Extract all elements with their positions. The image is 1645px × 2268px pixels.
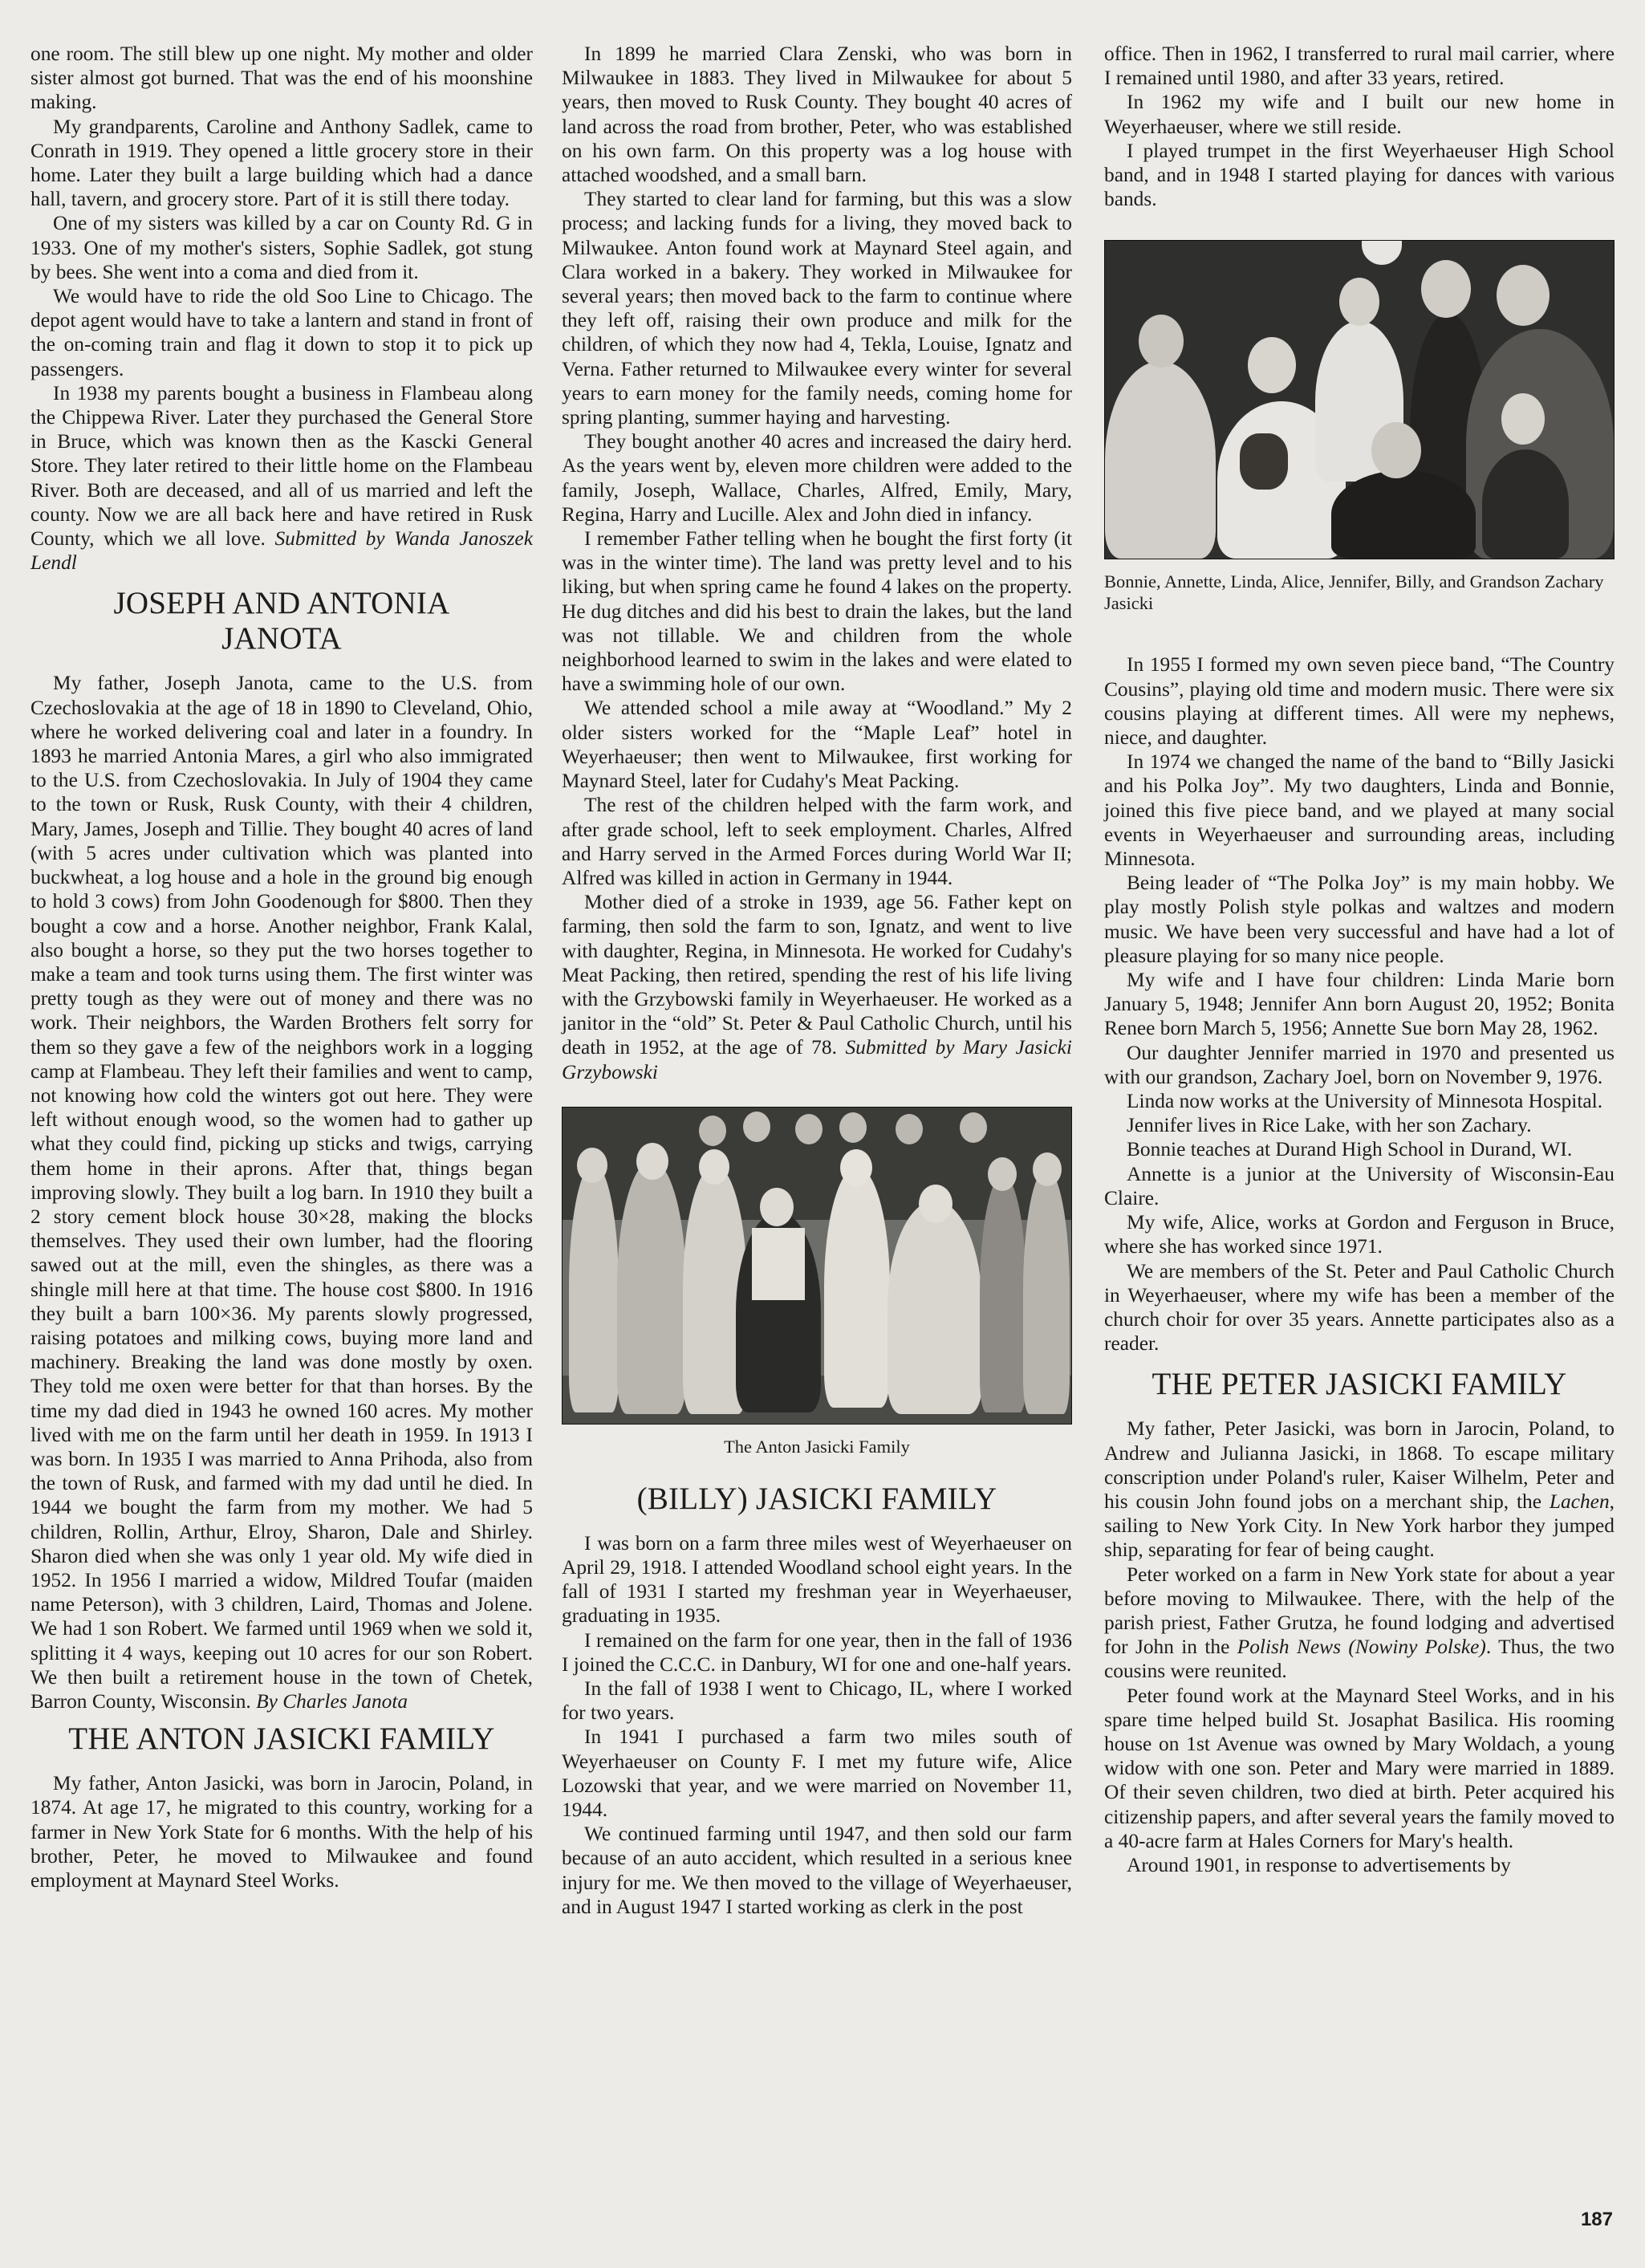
paragraph: We attended school a mile away at “Woodland.” My 2 older sisters worked for the “Maple Leaf” hotel in Weyerhaeuser; then went to Milwaukee, first working for Maynard Steel, later for Cudahy's Meat Packing. (562, 697, 1072, 793)
column-right (1104, 42, 1615, 1877)
paragraph: One of my sisters was killed by a car on County Rd. G in 1933. One of my mother's sisters, Sophie Sadlek, got stung by bees. She went into a coma and died from it. (30, 212, 533, 283)
paragraph-text: My father, Joseph Janota, came to the U.S. from Czechoslovakia at the age of 18 in 1890 to Cleveland, Ohio, where he worked delivering coal and later in a foundry. In 1893 he married Antonia Mares, a girl who also immigrated to the U.S. from Czechoslovakia. In July of 1904 they came to the town or Rusk, Rusk County, with their 4 children, Mary, James, Joseph and Tillie. They bought 40 acres of land (with 5 acres under cultivation which was planted into buckwheat, a log house and a hole in the ground big enough to hold 3 cows) from John Goodenough for $800. Then they bought a cow and a horse. Another neighbor, Frank Kalal, also bought a horse, so they put the two horses together to make a team and took turns using them. The first winter was pretty tough as they were out of money and there was no work. Their neighbors, the Warden Brothers felt sorry for them so they gave a few of the neighbors work in a logging camp at Flambeau. They left their families and went to camp, not knowing how cold the winters got out here. They were left without enough wood, so the women had to gather up what they could find, picking up sticks and twigs, carrying them home in their aprons. After that, things began improving slowly. They built a log barn. In 1910 they built a 2 story cement block house 30×28, making the blocks themselves. They used their own lumber, had the flooring sawed out at the mill, even the shingles, as there was a shingle mill here at that time. The house cost $800. In 1916 they built a barn 100×36. My parents slowly progressed, raising potatoes and milking cows, buying more land and machinery. Breaking the land was done mostly by oxen. They told me oxen were better for that than horses. By the time my dad died in 1943 he owned 160 acres. My mother lived with me on the farm until her death in 1959. In 1913 I was born. In 1935 I was married to Anna Prihoda, also from the town of Rusk, and farmed with my dad until he died. In 1944 we bought the farm from my mother. We had 5 children, Rollin, Arthur, Elroy, Sharon, Dale and Shirley. Sharon died when she was only 1 year old. My wife died in 1952. In 1956 I married a widow, Mildred Toufar (maiden name Peterson), with 3 children, Laird, Thomas and Jolene. We had 1 son Robert. We farmed until 1969 when we sold it, splitting it 4 ways, keeping out 10 acres for our son Robert. We then built a retirement house in the town of Chetek, Barron County, Wisconsin. (30, 672, 533, 1713)
paragraph: Peter found work at the Maynard Steel Works, and in his spare time helped build St. Josaphat Basilica. His rooming house on 1st Avenue was owned by Mary Woldach, a young widow with one son. Peter and Mary were married in 1889. Of their seven children, two died at birth. Peter acquired his citizenship papers, and after several years the family moved to a 40-acre farm at Hales Corners for Mary's health. (1104, 1684, 1615, 1852)
billy-jasicki-family-photo (1104, 240, 1615, 559)
paragraph: I was born on a farm three miles west of Weyerhaeuser on April 29, 1918. I attended Woodland school eight years. In the fall of 1931 I started my freshman year in Weyerhaeuser, graduating in 1935. (562, 1531, 1072, 1628)
paragraph: In 1974 we changed the name of the band to “Billy Jasicki and his Polka Joy”. My two daughters, Linda and Bonnie, joined this five piece band, and we played at many social events in Weyerhaeuser and surrounding areas, including Minnesota. (1104, 750, 1615, 871)
paragraph: In 1941 I purchased a farm two miles south of Weyerhaeuser on County F. I met my future wife, Alice Lozowski that year, and we were married on November 11, 1944. (562, 1725, 1072, 1821)
submitter-signature: Submitted by Mary Jasicki Grzybowski (562, 1036, 1072, 1083)
paragraph: In 1962 my wife and I built our new home in Weyerhaeuser, where we still reside. (1104, 91, 1615, 138)
paragraph-text: Mother died of a stroke in 1939, age 56. Father kept on farming, then sold the farm to son, Ignatz, and went to live with daughter, Regina, in Minnesota. He worked for Cudahy's Meat Packing, then retired, spending the rest of his life living with the Grzybowski family in Weyerhaeuser. He worked as a janitor in the “old” St. Peter & Paul Catholic Church, until his death in 1952, at the age of 78. (562, 891, 1072, 1059)
anton-jasicki-family-photo (562, 1107, 1072, 1425)
page-number: 187 (1580, 2209, 1613, 2230)
photo-caption: Bonnie, Annette, Linda, Alice, Jennifer, Billy, and Grandson Zachary Jasicki (1104, 571, 1604, 614)
column-left (30, 42, 533, 1892)
paragraph: They bought another 40 acres and increased the dairy herd. As the years went by, eleven more children were added to the family, Joseph, Wallace, Charles, Alfred, Emily, Mary, Regina, Harry and Lucille. Alex and John died in infancy. (562, 430, 1072, 526)
paragraph-text: . Thus, the two cousins were reunited. (1104, 1636, 1615, 1683)
paragraph: My grandparents, Caroline and Anthony Sadlek, came to Conrath in 1919. They opened a little grocery store in their home. Later they built a large building which had a dance hall, tavern, and grocery store. Part of it is still there today. (30, 115, 533, 211)
section-heading-janota: JOSEPH AND ANTONIA JANOTA (113, 586, 450, 656)
paragraph: I played trumpet in the first Weyerhaeuser High School band, and in 1948 I started playing for dances with various bands. (1104, 139, 1615, 211)
paragraph: We continued farming until 1947, and then sold our farm because of an auto accident, which resulted in a serious knee injury for me. We then moved to the village of Weyerhaeuser, and in August 1947 I started working as clerk in the post (562, 1823, 1072, 1918)
paragraph: We are members of the St. Peter and Paul Catholic Church in Weyerhaeuser, where my wife has been a member of the church choir for over 35 years. Annette participates also as a reader. (1104, 1259, 1615, 1356)
paragraph: They started to clear land for farming, but this was a slow process; and lacking funds for a living, they moved back to Milwaukee. Anton found work at Maynard Steel again, and Clara worked in a bakery. They worked in Milwaukee for several years; then moved back to the farm to continue where they left off, raising their own produce and milk for the children, of which they now had 4, Tekla, Louise, Ignatz and Verna. Father returned to Milwaukee every winter for several years to earn money for the family needs, coming home for spring planting, summer haying and harvesting. (562, 188, 1072, 429)
paragraph: We would have to ride the old Soo Line to Chicago. The depot agent would have to take a lantern and stand in front of the on-coming train and flag it down to stop it to pick up passengers. (30, 285, 533, 380)
paragraph: The rest of the children helped with the farm work, and after grade school, left to seek employment. Charles, Alfred and Harry served in the Armed Forces during World War II; Alfred was killed in action in Germany in 1944. (562, 794, 1072, 889)
paragraph-with-signature (562, 890, 1072, 1084)
paragraph-text: My father, Peter Jasicki, was born in Jarocin, Poland, to Andrew and Julianna Jasicki, in 1868. To escape military conscription under Poland's ruler, Kaiser Wilhelm, Peter and his cousin John found jobs on a merchant ship, the (1104, 1417, 1615, 1513)
submitter-signature: By Charles Janota (256, 1690, 408, 1713)
paragraph-text: Peter worked on a farm in New York state for about a year before moving to Milwaukee. There, with the help of the parish priest, Father Grutza, he found lodging and advertised for John in the (1104, 1563, 1615, 1659)
section-heading-billy-jasicki: (BILLY) JASICKI FAMILY (636, 1481, 997, 1516)
paragraph: Linda now works at the University of Minnesota Hospital. (1127, 1090, 1603, 1113)
paragraph-with-italic-name (1104, 1563, 1615, 1684)
paragraph: I remained on the farm for one year, then in the fall of 1936 I joined the C.C.C. in Danbury, WI for one and one-half years. (562, 1628, 1072, 1676)
paragraph: My wife and I have four children: Linda Marie born January 5, 1948; Jennifer Ann born August 20, 1952; Bonita Renee born March 5, 1956; Annette Sue born May 28, 1962. (1104, 969, 1615, 1040)
submitter-signature: Submitted by Wanda Janoszek Lendl (30, 527, 533, 575)
paragraph-text: In 1938 my parents bought a business in Flambeau along the Chippewa River. Later they purchased the General Store in Bruce, which was known then as the Kascki General Store. They later retired to their little home on the Flambeau River. Both are deceased, and all of us married and left the county. Now we are all back here and have retired in Rusk County, which we all love. (30, 381, 533, 551)
paragraph: I remember Father telling when he bought the first forty (it was in the winter time). The land was pretty level and to his liking, but when spring came he found 4 lakes on the property. He dug ditches and did his best to drain the lakes, but the land was not tillable. We and children from the whole neighborhood learned to swim in the lakes and were elated to have a swimming hole of our own. (562, 527, 1072, 696)
paragraph: In 1899 he married Clara Zenski, who was born in Milwaukee in 1883. They lived in Milwaukee for about 5 years, then moved to Rusk County. They bought 40 acres of land across the road from brother, Peter, who was established on his own farm. On this property was a log house with attached woodshed, and a small barn. (562, 43, 1072, 187)
section-heading-anton-jasicki: THE ANTON JASICKI FAMILY (68, 1721, 495, 1757)
newspaper-name: Polish News (Nowiny Polske) (1237, 1636, 1486, 1659)
paragraph: Around 1901, in response to advertisements by (1127, 1853, 1511, 1876)
photo-caption: The Anton Jasicki Family (724, 1436, 910, 1457)
paragraph: My wife, Alice, works at Gordon and Ferguson in Bruce, where she has worked since 1971. (1104, 1211, 1615, 1258)
paragraph: office. Then in 1962, I transferred to rural mail carrier, where I remained until 1980, and after 33 years, retired. (1104, 43, 1615, 90)
paragraph-with-signature (30, 381, 533, 575)
column-middle (562, 42, 1072, 1919)
paragraph: In 1955 I formed my own seven piece band, “The Country Cousins”, playing old time and modern music. There were six cousins playing at different times. All were my nephews, niece, and daughter. (1104, 653, 1615, 750)
section-heading-peter-jasicki: THE PETER JASICKI FAMILY (1152, 1367, 1567, 1402)
paragraph: My father, Anton Jasicki, was born in Jarocin, Poland, in 1874. At age 17, he migrated to this country, working for a farmer in New York State for 6 months. With the help of his brother, Peter, he moved to Milwaukee and found employment at Maynard Steel Works. (30, 1772, 533, 1892)
paragraph: Jennifer lives in Rice Lake, with her son Zachary. (1127, 1114, 1532, 1137)
ship-name: Lachen (1549, 1490, 1610, 1513)
paragraph: Annette is a junior at the University of Wisconsin-Eau Claire. (1104, 1162, 1615, 1209)
paragraph: In the fall of 1938 I went to Chicago, IL, where I worked for two years. (562, 1677, 1072, 1725)
paragraph: Our daughter Jennifer married in 1970 and presented us with our grandson, Zachary Joel, born on November 9, 1976. (1104, 1041, 1615, 1088)
paragraph: Being leader of “The Polka Joy” is my main hobby. We play mostly Polish style polkas and waltzes and modern music. We have been very successful and have had a lot of pleasure playing for so many nice people. (1104, 872, 1615, 967)
paragraph: Bonnie teaches at Durand High School in Durand, WI. (1127, 1138, 1573, 1161)
paragraph-text: , sailing to New York City. In New York harbor they jumped ship, separating for fear of being caught. (1104, 1490, 1615, 1562)
paragraph: one room. The still blew up one night. My mother and older sister almost got burned. That was the end of his moonshine making. (30, 43, 533, 114)
paragraph-with-signature (30, 671, 533, 1713)
paragraph-with-italic-name (1104, 1416, 1615, 1562)
